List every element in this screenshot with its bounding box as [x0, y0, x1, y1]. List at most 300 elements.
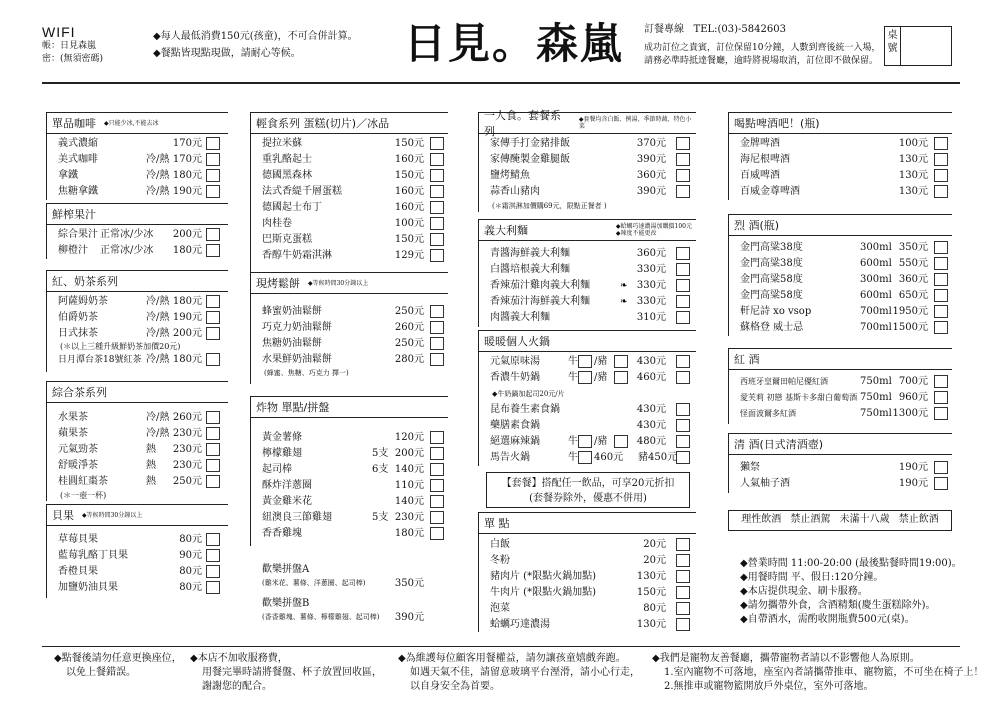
order-checkbox[interactable]	[676, 451, 690, 464]
item-price: 350元	[394, 578, 424, 589]
store-info-line: ◆本店提供現金、刷卡服務。	[740, 586, 868, 597]
order-checkbox[interactable]	[676, 263, 690, 276]
section-title: 喝點啤酒吧！(瓶)	[734, 117, 820, 130]
item-price: 170元	[172, 154, 202, 165]
order-checkbox[interactable]	[676, 570, 690, 583]
item-name: 金門高粱58度	[740, 274, 803, 285]
order-checkbox[interactable]	[934, 375, 948, 388]
item-name: 綜合果汁	[58, 229, 98, 240]
menu-item	[490, 294, 692, 310]
section-note: ◆等候時間30分鐘以上	[308, 279, 369, 287]
section-title: 清 酒(日式清酒壺)	[734, 438, 824, 451]
menu-item	[490, 569, 692, 585]
order-checkbox[interactable]	[206, 411, 220, 424]
wifi-title: WIFI	[42, 24, 76, 40]
menu-item	[490, 434, 692, 450]
footer-line: 如遇天氣不佳，請留意玻璃平台溼滑，請小心行走，	[410, 667, 640, 678]
order-checkbox[interactable]	[206, 427, 220, 440]
order-checkbox[interactable]	[676, 602, 690, 615]
order-checkbox[interactable]	[430, 153, 444, 166]
order-checkbox[interactable]	[934, 153, 948, 166]
order-checkbox[interactable]	[676, 185, 690, 198]
item-name: 日月潭台茶18號紅茶	[58, 355, 142, 365]
item-price: 80元	[179, 534, 202, 545]
item-price: 190元	[172, 312, 202, 323]
order-checkbox[interactable]	[206, 459, 220, 472]
item-price: 180元	[172, 354, 202, 365]
section-header	[478, 219, 696, 241]
item-price: 550元	[898, 258, 928, 269]
item-price: 130元	[898, 170, 928, 181]
order-checkbox[interactable]	[934, 321, 948, 334]
item-price: 200元	[172, 229, 202, 240]
item-list	[262, 136, 446, 264]
order-note: 成功訂位之貴賓，訂位保留10分鐘，人數到齊後統一入場，	[644, 43, 881, 53]
item-price: 190元	[898, 462, 928, 473]
menu-item	[740, 288, 950, 304]
section-title: 炸物 單點/拼盤	[256, 401, 330, 414]
item-name: 焦糖拿鐵	[58, 186, 98, 197]
section-title: 單品咖啡	[52, 117, 96, 130]
item-price: 250元	[394, 338, 424, 349]
item-subnote: (蜂蜜、焦糖、巧克力 擇一)	[264, 369, 349, 377]
menu-item	[58, 152, 222, 168]
item-price: 180元	[172, 296, 202, 307]
order-checkbox[interactable]	[206, 185, 220, 198]
item-price: 360元	[898, 274, 928, 285]
item-name: 加鹽奶油貝果	[58, 582, 118, 593]
order-checkbox[interactable]	[934, 137, 948, 150]
item-price: 310元	[636, 312, 666, 323]
item-name: 蜂蜜奶油鬆餅	[262, 306, 322, 317]
menu-item	[490, 617, 692, 633]
item-quantity: 5支	[372, 512, 389, 523]
pork-checkbox[interactable]	[614, 371, 628, 384]
item-subnote: (雞米花、薯條、洋蔥圈、起司棒)	[262, 579, 366, 587]
order-checkbox[interactable]	[676, 137, 690, 150]
section-note	[616, 223, 692, 237]
order-checkbox[interactable]	[934, 461, 948, 474]
order-checkbox[interactable]	[430, 321, 444, 334]
item-name: 重乳酪起士	[262, 154, 312, 165]
item-name: 檸檬雞翅	[262, 448, 302, 459]
combo-line: 【套餐】搭配任一飲品，可享20元折扣	[501, 478, 675, 489]
item-volume: 600ml	[860, 290, 892, 301]
item-price: 230元	[172, 444, 202, 455]
footer-line: ◆我們是寵物友善餐廳，攜帶寵物者請以不影響他人為原則。	[652, 653, 920, 664]
item-list	[262, 304, 446, 368]
order-checkbox[interactable]	[676, 169, 690, 182]
menu-item	[490, 168, 692, 184]
drink-responsibly-banner: 理性飲酒 禁止酒駕 未滿十八歲 禁止飲酒	[728, 510, 952, 531]
order-checkbox[interactable]	[206, 153, 220, 166]
item-name: 水果鮮奶油鬆餅	[262, 354, 332, 365]
order-checkbox[interactable]	[676, 618, 690, 631]
item-name: 歡樂拼盤B	[262, 598, 310, 609]
pork-checkbox[interactable]	[614, 435, 628, 448]
order-checkbox[interactable]	[676, 435, 690, 448]
menu-item	[262, 248, 446, 264]
item-name: 日式抹茶	[58, 328, 98, 339]
section-left-rule	[46, 381, 47, 501]
menu-item	[740, 304, 950, 320]
order-checkbox[interactable]	[206, 475, 220, 488]
item-price: 130元	[636, 571, 666, 582]
section-header	[250, 396, 448, 418]
menu-item	[490, 354, 692, 370]
menu-item	[740, 184, 950, 200]
item-name: 馬告火鍋	[490, 452, 530, 463]
menu-item	[740, 320, 950, 336]
order-checkbox[interactable]	[676, 371, 690, 384]
item-name: 家傳手打金豬排飯	[490, 138, 570, 149]
item-name: 香辣茄汁海鮮義大利麵	[490, 296, 590, 307]
section-title: 輕食系列 蛋糕(切片)／冰品	[256, 117, 390, 130]
item-price: 1300元	[892, 408, 928, 419]
order-checkbox[interactable]	[676, 586, 690, 599]
item-name: 愛芙莉 初戀 基斯卡多甜白葡萄酒	[740, 393, 858, 402]
menu-item	[490, 450, 692, 466]
table-number-box[interactable]	[884, 26, 952, 66]
menu-item	[262, 446, 446, 462]
item-subnote: (香香雞塊、薯條、檸檬雞翅、起司棒)	[262, 613, 380, 621]
order-checkbox[interactable]	[430, 201, 444, 214]
menu-item	[58, 442, 222, 458]
section-header	[478, 330, 696, 352]
order-checkbox[interactable]	[676, 279, 690, 292]
section-left-rule	[728, 348, 729, 424]
item-price: 100元	[394, 218, 424, 229]
item-name: 黃金薯條	[262, 432, 302, 443]
platter-item	[262, 562, 446, 589]
menu-item	[262, 184, 446, 200]
order-checkbox[interactable]	[430, 233, 444, 246]
order-checkbox[interactable]	[206, 443, 220, 456]
item-list	[740, 136, 950, 200]
item-price: 360元	[636, 248, 666, 259]
order-checkbox[interactable]	[934, 391, 948, 404]
section-title: 義大利麵	[484, 224, 528, 237]
menu-item	[58, 326, 222, 342]
order-checkbox[interactable]	[430, 463, 444, 476]
menu-item	[58, 532, 222, 548]
item-option: 正常冰/少冰	[100, 229, 154, 240]
chili-icon: ❧	[620, 297, 628, 307]
meat-choice-pork: 460元	[594, 452, 624, 463]
order-checkbox[interactable]	[430, 495, 444, 508]
beef-checkbox[interactable]	[578, 355, 592, 368]
section-title: 暖暖個人火鍋	[484, 335, 550, 348]
item-price: 150元	[636, 587, 666, 598]
section-title: 一人食。套餐系列	[484, 109, 561, 138]
store-info-line: ◆自帶酒水，需酌收開瓶費500元(桌)。	[740, 614, 915, 625]
order-checkbox[interactable]	[934, 185, 948, 198]
item-price: 650元	[898, 290, 928, 301]
item-volume: 600ml	[860, 258, 892, 269]
item-price: 350元	[898, 242, 928, 253]
item-price: 129元	[394, 250, 424, 261]
section-header	[728, 112, 952, 134]
item-name: 蘇格登 威士忌	[740, 322, 804, 333]
section-title: 現烤鬆餅	[256, 277, 300, 290]
section-header	[46, 112, 228, 134]
item-name: 酥炸洋蔥圈	[262, 480, 312, 491]
section-title: 紅、奶茶系列	[52, 275, 118, 288]
menu-item	[740, 406, 950, 422]
order-checkbox[interactable]	[430, 137, 444, 150]
item-list	[58, 136, 222, 200]
order-checkbox[interactable]	[206, 565, 220, 578]
order-checkbox[interactable]	[430, 511, 444, 524]
item-list	[740, 460, 950, 492]
item-volume: 300ml	[860, 274, 892, 285]
item-name: 金門高粱38度	[740, 258, 803, 269]
order-checkbox[interactable]	[430, 217, 444, 230]
menu-item	[58, 310, 222, 326]
combo-line: (套餐券除外，優惠不併用)	[529, 493, 647, 504]
footer-note	[398, 652, 648, 694]
order-checkbox[interactable]	[206, 169, 220, 182]
order-checkbox[interactable]	[676, 554, 690, 567]
menu-item	[58, 564, 222, 580]
store-info-line: ◆用餐時間 平、假日:120分鐘。	[740, 572, 884, 583]
order-checkbox[interactable]	[206, 311, 220, 324]
order-checkbox[interactable]	[676, 247, 690, 260]
order-checkbox[interactable]	[430, 337, 444, 350]
footer-note	[54, 652, 204, 680]
item-subnote: (＊以上三種升級鮮奶茶加價20元)	[60, 342, 181, 351]
menu-item	[262, 232, 446, 248]
order-checkbox[interactable]	[206, 244, 220, 257]
store-info	[740, 557, 962, 627]
item-name: 焦糖奶油鬆餅	[262, 338, 322, 349]
order-checkbox[interactable]	[934, 289, 948, 302]
combo-notice	[486, 472, 690, 508]
footer-line: 2.無推車或寵物籃開放戶外桌位，室外可落地。	[664, 681, 874, 692]
order-checkbox[interactable]	[430, 353, 444, 366]
order-checkbox[interactable]	[206, 228, 220, 241]
item-name: 法式香緹千層蛋糕	[262, 186, 342, 197]
section-left-rule	[478, 112, 479, 212]
item-name: 起司棒	[262, 464, 292, 475]
order-checkbox[interactable]	[676, 419, 690, 432]
item-price: 1500元	[892, 322, 928, 333]
order-checkbox[interactable]	[934, 241, 948, 254]
section-header	[728, 433, 952, 455]
menu-item	[58, 352, 222, 368]
item-price: 130元	[636, 619, 666, 630]
footer-line: ◆點餐後請勿任意更換座位，	[54, 653, 182, 664]
item-name: 白醬培根義大利麵	[490, 264, 570, 275]
divider	[42, 646, 960, 647]
beef-checkbox[interactable]	[578, 371, 592, 384]
order-checkbox[interactable]	[430, 431, 444, 444]
menu-item	[740, 374, 950, 390]
item-name: 海尼根啤酒	[740, 154, 790, 165]
order-checkbox[interactable]	[430, 447, 444, 460]
item-price: 960元	[898, 392, 928, 403]
section-note: ◆只能少冰,不能去冰	[104, 119, 159, 127]
section-left-rule	[478, 330, 479, 466]
item-price: 20元	[643, 539, 666, 550]
wifi-password: 密：(無須密碼)	[42, 54, 104, 64]
order-checkbox[interactable]	[934, 257, 948, 270]
menu-item	[58, 458, 222, 474]
order-checkbox[interactable]	[206, 137, 220, 150]
order-checkbox[interactable]	[206, 327, 220, 340]
order-checkbox[interactable]	[934, 273, 948, 286]
item-price: 180元	[394, 528, 424, 539]
order-checkbox[interactable]	[934, 477, 948, 490]
order-checkbox[interactable]	[206, 581, 220, 594]
section-title: 綜合茶系列	[52, 386, 107, 399]
item-name: 水果茶	[58, 412, 88, 423]
item-name: 青醬海鮮義大利麵	[490, 248, 570, 259]
menu-item	[58, 410, 222, 426]
item-name: 金門高粱38度	[740, 242, 803, 253]
order-checkbox[interactable]	[676, 295, 690, 308]
section-left-rule	[250, 272, 251, 384]
item-subnote: (＊霜淇淋加價購69元，限點正餐者 )	[492, 202, 607, 210]
beef-checkbox[interactable]	[578, 435, 592, 448]
item-price: 190元	[172, 186, 202, 197]
item-price: 170元	[172, 138, 202, 149]
order-checkbox[interactable]	[676, 153, 690, 166]
item-name: 絕選麻辣鍋	[490, 436, 540, 447]
order-checkbox[interactable]	[430, 169, 444, 182]
menu-item	[58, 184, 222, 200]
item-volume: 300ml	[860, 242, 892, 253]
order-checkbox[interactable]	[934, 407, 948, 420]
footer-line: ◆本店不加收服務費，	[190, 653, 288, 664]
footer-note	[190, 652, 390, 694]
menu-item	[740, 256, 950, 272]
item-name: 百威啤酒	[740, 170, 780, 181]
menu-item	[262, 216, 446, 232]
item-name: 香橙貝果	[58, 566, 98, 577]
footer-line: ◆為維護每位顧客用餐權益，請勿讓孩童嬉戲奔跑。	[398, 653, 626, 664]
notice-line: ◆每人最低消費150元(孩童)，不可合併計算。	[153, 31, 358, 42]
pork-checkbox[interactable]	[614, 355, 628, 368]
item-name: 舒暖淨茶	[58, 460, 98, 471]
order-checkbox[interactable]	[676, 311, 690, 324]
item-price: 480元	[636, 436, 666, 447]
item-price: 280元	[394, 354, 424, 365]
item-price: 230元	[172, 460, 202, 471]
item-name: 肉桂卷	[262, 218, 292, 229]
item-name: 藍莓乳酪丁貝果	[58, 550, 128, 561]
beef-checkbox[interactable]	[578, 451, 592, 464]
footer-line: 1.室內寵物不可落地，座室內者請攜帶推車、寵物籃，不可坐在椅子上！	[664, 667, 984, 678]
item-price: 1950元	[892, 306, 928, 317]
order-checkbox[interactable]	[430, 305, 444, 318]
menu-item	[262, 510, 446, 526]
meat-choice-beef: 牛	[568, 436, 578, 447]
item-volume: 750ml	[860, 392, 892, 403]
meat-choice-beef: 牛	[568, 452, 578, 463]
menu-item	[58, 580, 222, 596]
item-name: 黃金雞米花	[262, 496, 312, 507]
item-volume: 750ml	[860, 376, 892, 387]
section-header	[250, 112, 448, 134]
menu-item	[490, 585, 692, 601]
order-checkbox[interactable]	[206, 295, 220, 308]
menu-item	[58, 426, 222, 442]
item-list	[740, 240, 950, 336]
order-checkbox[interactable]	[676, 403, 690, 416]
item-name: 白飯	[490, 539, 510, 550]
section-title: 貝果	[52, 509, 74, 522]
item-price: 250元	[172, 476, 202, 487]
order-checkbox[interactable]	[430, 479, 444, 492]
item-price: 160元	[394, 202, 424, 213]
item-price: 260元	[394, 322, 424, 333]
footer-line: 謝謝您的配合。	[202, 681, 272, 692]
order-checkbox[interactable]	[430, 185, 444, 198]
section-left-rule	[46, 112, 47, 200]
item-list	[58, 352, 222, 368]
meat-choice-beef: 牛	[568, 372, 578, 383]
item-price: 430元	[636, 420, 666, 431]
order-checkbox[interactable]	[934, 305, 948, 318]
section-left-rule	[478, 219, 479, 327]
section-left-rule	[728, 214, 729, 336]
item-price: 90元	[179, 550, 202, 561]
top-notice	[153, 28, 393, 62]
menu-item	[262, 462, 446, 478]
menu-item	[262, 478, 446, 494]
item-name: 冬粉	[490, 555, 510, 566]
order-checkbox[interactable]	[676, 538, 690, 551]
item-price: 260元	[172, 412, 202, 423]
item-price: 700元	[898, 376, 928, 387]
item-price: 390元	[394, 612, 424, 623]
section-header	[478, 109, 696, 138]
order-checkbox[interactable]	[430, 249, 444, 262]
meat-choice-pork: /豬	[594, 372, 608, 383]
item-name: 金門高粱58度	[740, 290, 803, 301]
item-name: 巴斯克蛋糕	[262, 234, 312, 245]
order-checkbox[interactable]	[934, 169, 948, 182]
item-option: 冷/熱	[146, 296, 170, 307]
item-price: 230元	[394, 512, 424, 523]
order-checkbox[interactable]	[206, 353, 220, 366]
item-volume: 750ml	[860, 408, 892, 419]
order-checkbox[interactable]	[206, 533, 220, 546]
section-header	[46, 504, 228, 526]
item-name: 獺祭	[740, 462, 760, 473]
menu-item	[740, 390, 950, 406]
order-checkbox[interactable]	[430, 527, 444, 540]
meat-choice-beef: 牛	[568, 356, 578, 367]
item-name: 香濃牛奶鍋	[490, 372, 540, 383]
footer-line: 以免上餐錯誤。	[66, 667, 136, 678]
item-price: 80元	[179, 582, 202, 593]
store-info-line: ◆營業時間 11:00-20:00 (最後點餐時間19:00)。	[740, 558, 962, 569]
item-price: 430元	[636, 404, 666, 415]
item-price: 80元	[643, 603, 666, 614]
order-checkbox[interactable]	[676, 355, 690, 368]
section-left-rule	[46, 203, 47, 259]
item-name: 拿鐵	[58, 170, 78, 181]
menu-item	[262, 526, 446, 542]
menu-item	[490, 278, 692, 294]
order-checkbox[interactable]	[206, 549, 220, 562]
menu-item	[490, 184, 692, 200]
item-name: 香辣茄汁雞肉義大利麵	[490, 280, 590, 291]
item-price: 110元	[394, 480, 424, 491]
menu-item	[740, 460, 950, 476]
